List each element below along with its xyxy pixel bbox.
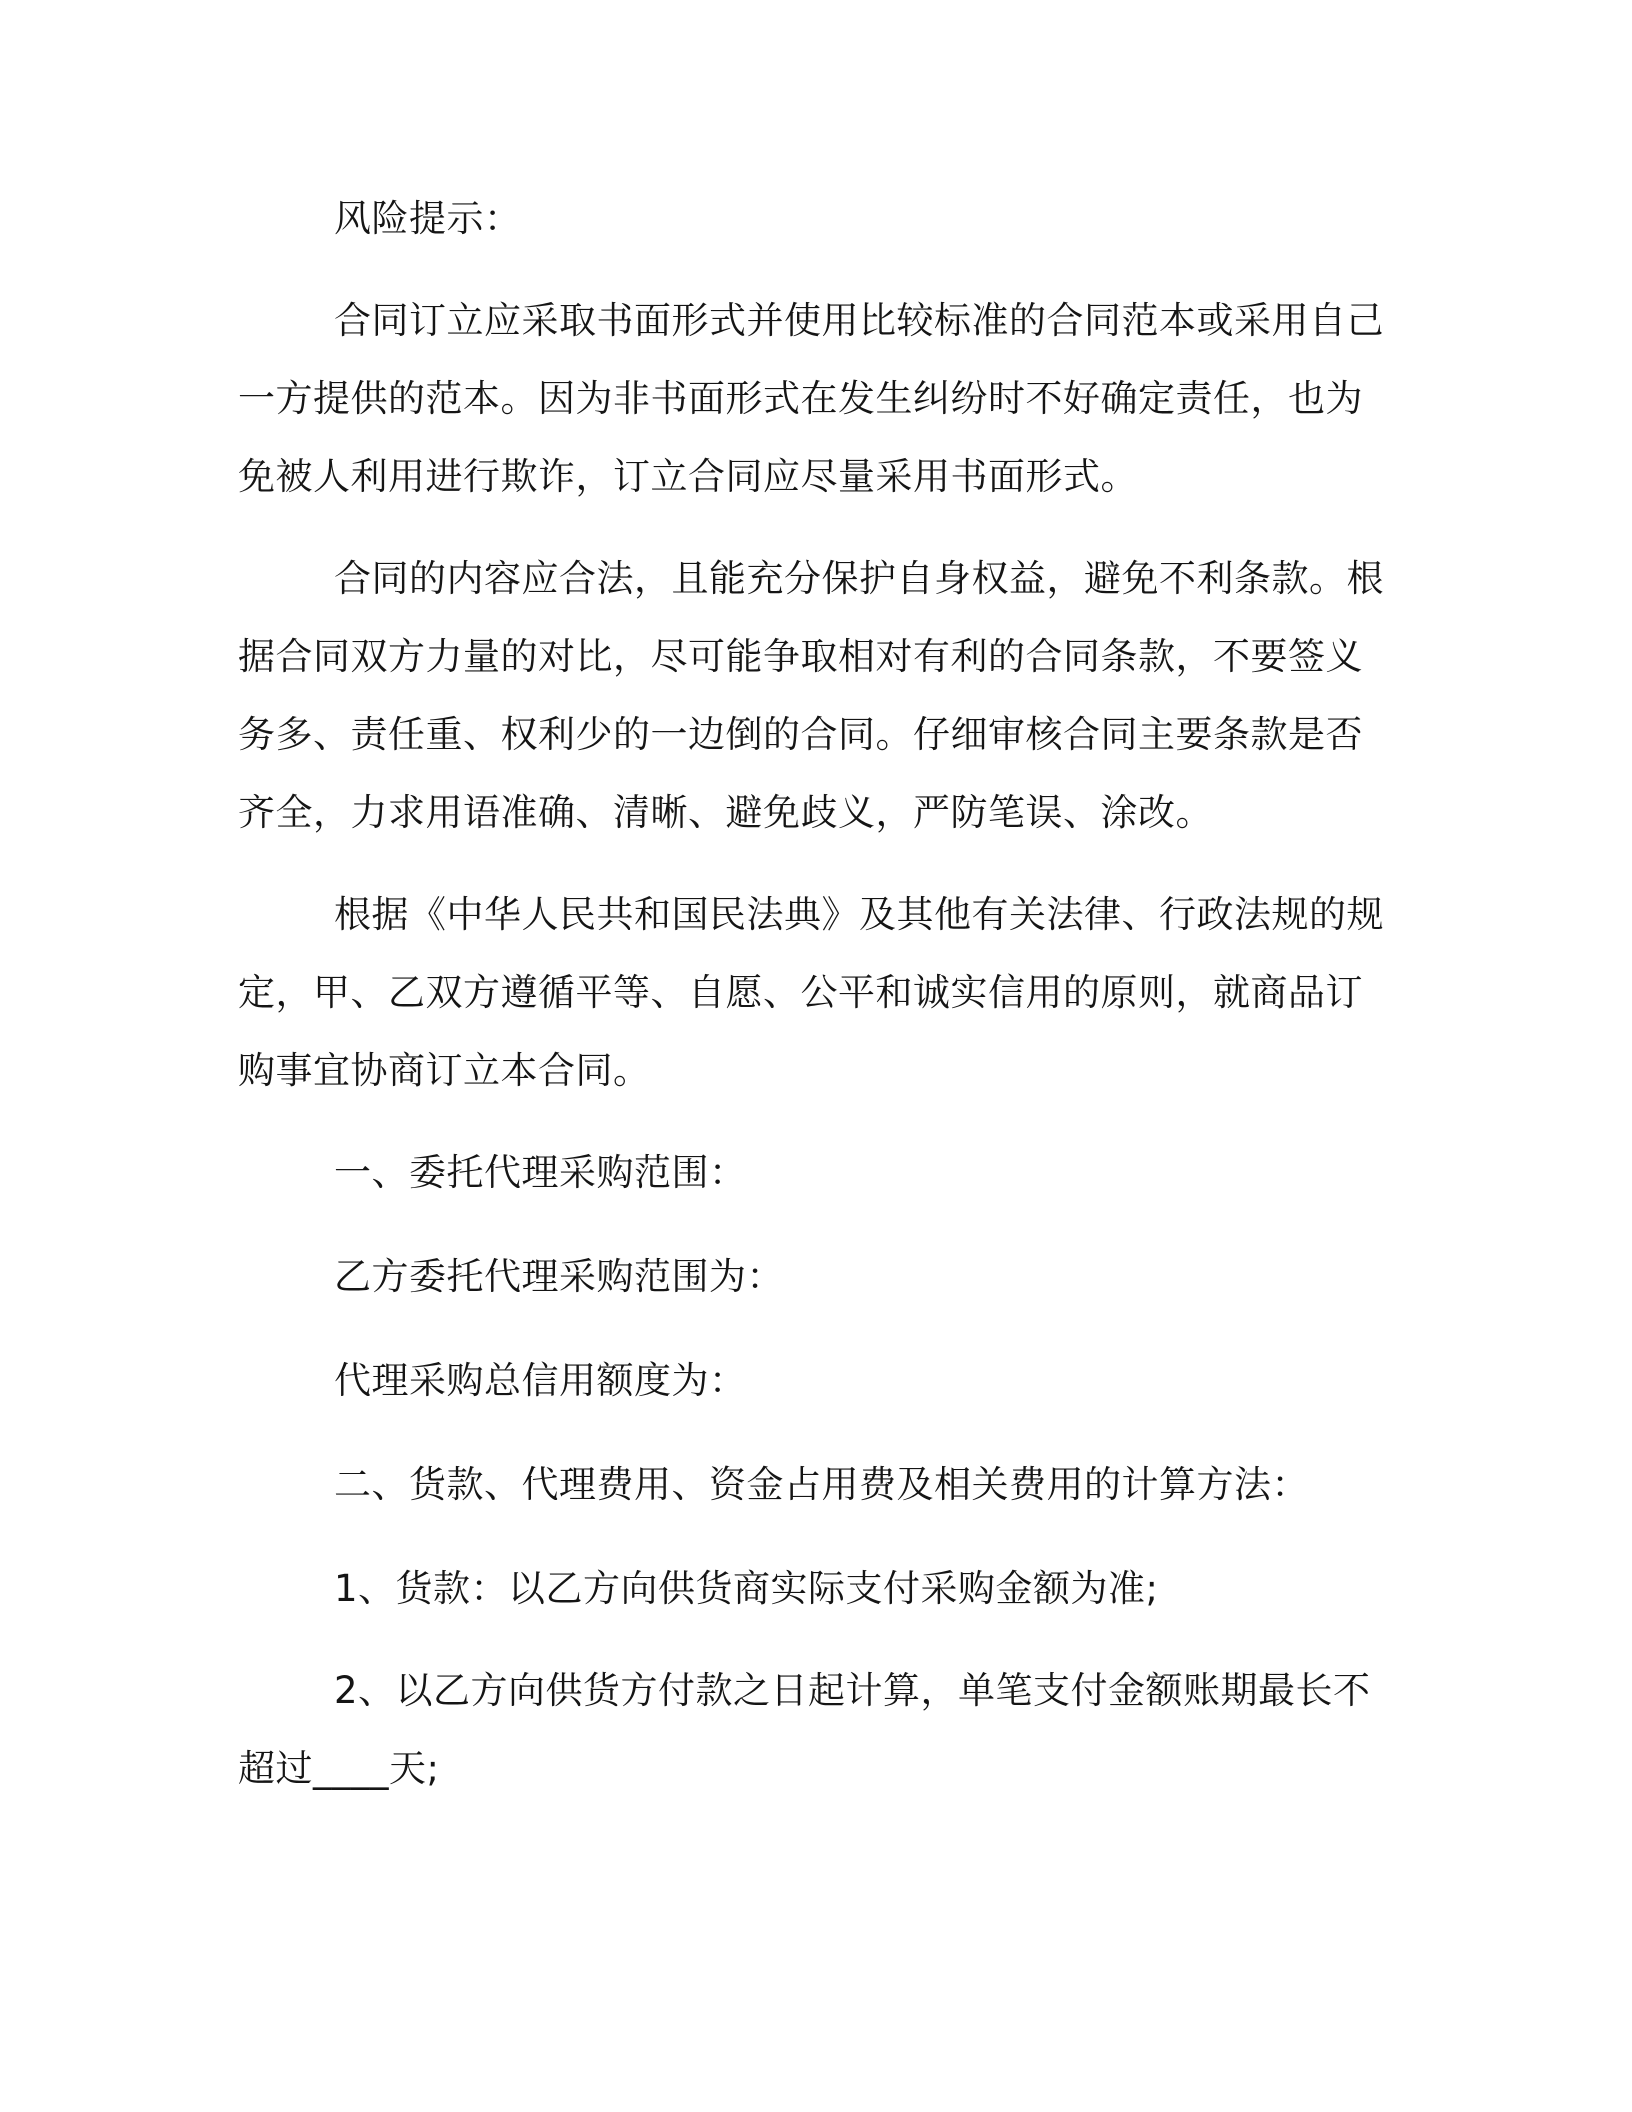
scope-line: 乙方委托代理采购范围为： [334,1255,784,1298]
paragraph-written-form: 合同订立应采取书面形式并使用比较标准的合同范本或采用自己一方提供的范本。因为非书面形式在发生纠纷时不好确定责任，也为免被人利用进行欺诈，订立合同应尽量采用书面形式。 [238,299,1384,498]
risk-heading: 风险提示： [334,197,522,240]
section-2-title: 二、货款、代理费用、资金占用费及相关费用的计算方法： [334,1463,1309,1506]
section-1-title: 一、委托代理采购范围： [334,1151,747,1194]
item-2-term: 2、以乙方向供货方付款之日起计算，单笔支付金额账期最长不超过____天; [238,1669,1371,1790]
paragraph-contract-content: 合同的内容应合法，且能充分保护自身权益，避免不利条款。根据合同双方力量的对比，尽可能争取相对有利的合同条款，不要签义务多、责任重、权利少的一边倒的合同。仔细审核合同主要条款是否齐全，力求用语准确、清晰、避免歧义，严防笔误、涂改。 [238,557,1384,834]
paragraph-legal-basis: 根据《中华人民共和国民法典》及其他有关法律、行政法规的规定，甲、乙双方遵循平等、自愿、公平和诚实信用的原则，就商品订购事宜协商订立本合同。 [238,893,1384,1092]
item-1-payment: 1、货款：以乙方向供货商实际支付采购金额为准; [334,1567,1159,1610]
credit-line: 代理采购总信用额度为： [334,1359,747,1402]
